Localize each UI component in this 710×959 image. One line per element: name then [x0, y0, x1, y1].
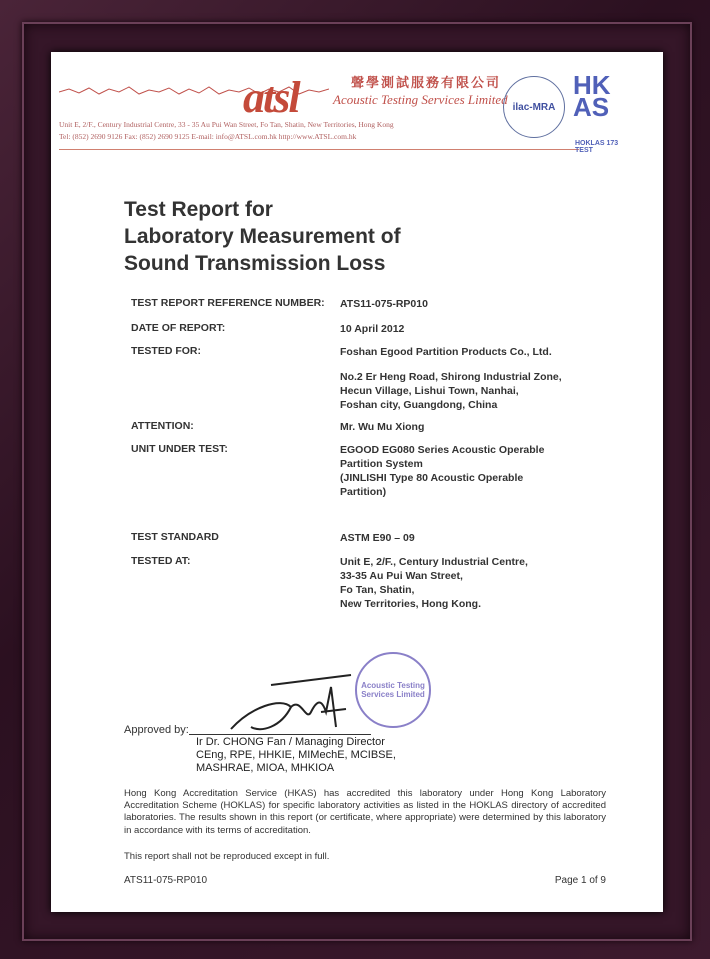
report-title — [124, 196, 401, 277]
stamp-text: Acoustic Testing Services Limited — [361, 681, 425, 699]
field-value-line: ASTM E90 – 09 — [340, 532, 415, 544]
field-value-line: ATS11-075-RP010 — [340, 298, 428, 310]
field-value — [340, 297, 602, 311]
report-page — [51, 52, 663, 912]
field-value-line: New Territories, Hong Kong. — [340, 598, 481, 610]
field-value-line: Fo Tan, Shatin, — [340, 584, 415, 596]
field-value — [340, 345, 602, 359]
field-value-line: Foshan city, Guangdong, China — [340, 399, 498, 411]
footer-reference: ATS11-075-RP010 — [124, 875, 208, 886]
field-value — [340, 531, 602, 545]
field-value-line: EGOOD EG080 Series Acoustic Operable — [340, 444, 545, 456]
title-line: Sound Transmission Loss — [124, 252, 386, 275]
field-label: TESTED FOR: — [131, 345, 201, 357]
hoklas-number — [575, 140, 618, 154]
field-value-line: Foshan Egood Partition Products Co., Ltd. — [340, 346, 552, 358]
field-value-line: (JINLISHI Type 80 Acoustic Operable — [340, 472, 524, 484]
title-line: Test Report for — [124, 198, 273, 221]
signature-line — [189, 734, 371, 735]
atsl-logo: atsl — [243, 73, 299, 122]
field-value-line: Unit E, 2/F., Century Industrial Centre, — [340, 556, 528, 568]
letterhead-divider — [59, 149, 579, 150]
field-value-line: Partition System — [340, 458, 423, 470]
field-value-line: No.2 Er Heng Road, Shirong Industrial Zone, — [340, 371, 562, 383]
signer-credentials: CEng, RPE, HHKIE, MIMechE, MCIBSE, — [196, 749, 396, 761]
field-value — [340, 370, 602, 412]
signer-details — [196, 736, 396, 775]
field-value — [340, 443, 602, 499]
hkas-logo: HK AS — [573, 70, 611, 122]
hoklas-text: HOKLAS 173 — [575, 140, 619, 147]
company-address: Unit E, 2/F., Century Industrial Centre, 33 - 35 Au Pui Wan Street, Fo Tan, Shatin, New Territories, Hong Kong — [59, 120, 394, 129]
field-label: DATE OF REPORT: — [131, 322, 226, 334]
field-value-line: 33-35 Au Pui Wan Street, — [340, 570, 463, 582]
title-line: Laboratory Measurement of — [124, 225, 401, 248]
company-seal-stamp — [355, 652, 431, 728]
hoklas-sub: TEST — [575, 147, 593, 154]
signature — [211, 667, 361, 737]
field-value-line: 10 April 2012 — [340, 323, 405, 335]
company-name-chinese: 聲學測試服務有限公司 — [351, 75, 502, 90]
company-name-english: Acoustic Testing Services Limited — [333, 92, 508, 107]
field-value-line: Hecun Village, Lishui Town, Nanhai, — [340, 385, 519, 397]
field-label: UNIT UNDER TEST: — [131, 443, 228, 455]
reproduction-notice: This report shall not be reproduced except in full. — [124, 851, 330, 862]
field-value — [340, 555, 602, 611]
field-label: TEST STANDARD — [131, 531, 219, 543]
approved-by-label: Approved by: — [124, 724, 189, 736]
page-number: Page 1 of 9 — [554, 875, 606, 886]
signer-name: Ir Dr. CHONG Fan / Managing Director — [196, 736, 385, 748]
field-label: TESTED AT: — [131, 555, 191, 567]
field-value — [340, 322, 602, 336]
field-value — [340, 420, 602, 434]
accreditation-statement: Hong Kong Accreditation Service (HKAS) has accredited this laboratory under Hong Kong Laboratory Accreditation Scheme (HOKLAS) for specific laboratory activities as listed in the HOKLAS directory of accredited laboratories. The results shown in this report (or certificate, where appropriate) were determined by this laboratory in accordance with its terms of accreditation. — [124, 788, 606, 836]
signer-credentials: MASHRAE, MIOA, MHKIOA — [196, 762, 335, 774]
ilac-mra-logo: ilac-MRA — [503, 76, 565, 138]
field-label: TEST REPORT REFERENCE NUMBER: — [131, 297, 325, 309]
field-value-line: Mr. Wu Mu Xiong — [340, 421, 425, 433]
field-value-line: Partition) — [340, 486, 387, 498]
field-label: ATTENTION: — [131, 420, 194, 432]
company-contact: Tel: (852) 2690 9126 Fax: (852) 2690 9125 E-mail: info@ATSL.com.hk http://www.ATSL.com.hk — [59, 132, 357, 141]
